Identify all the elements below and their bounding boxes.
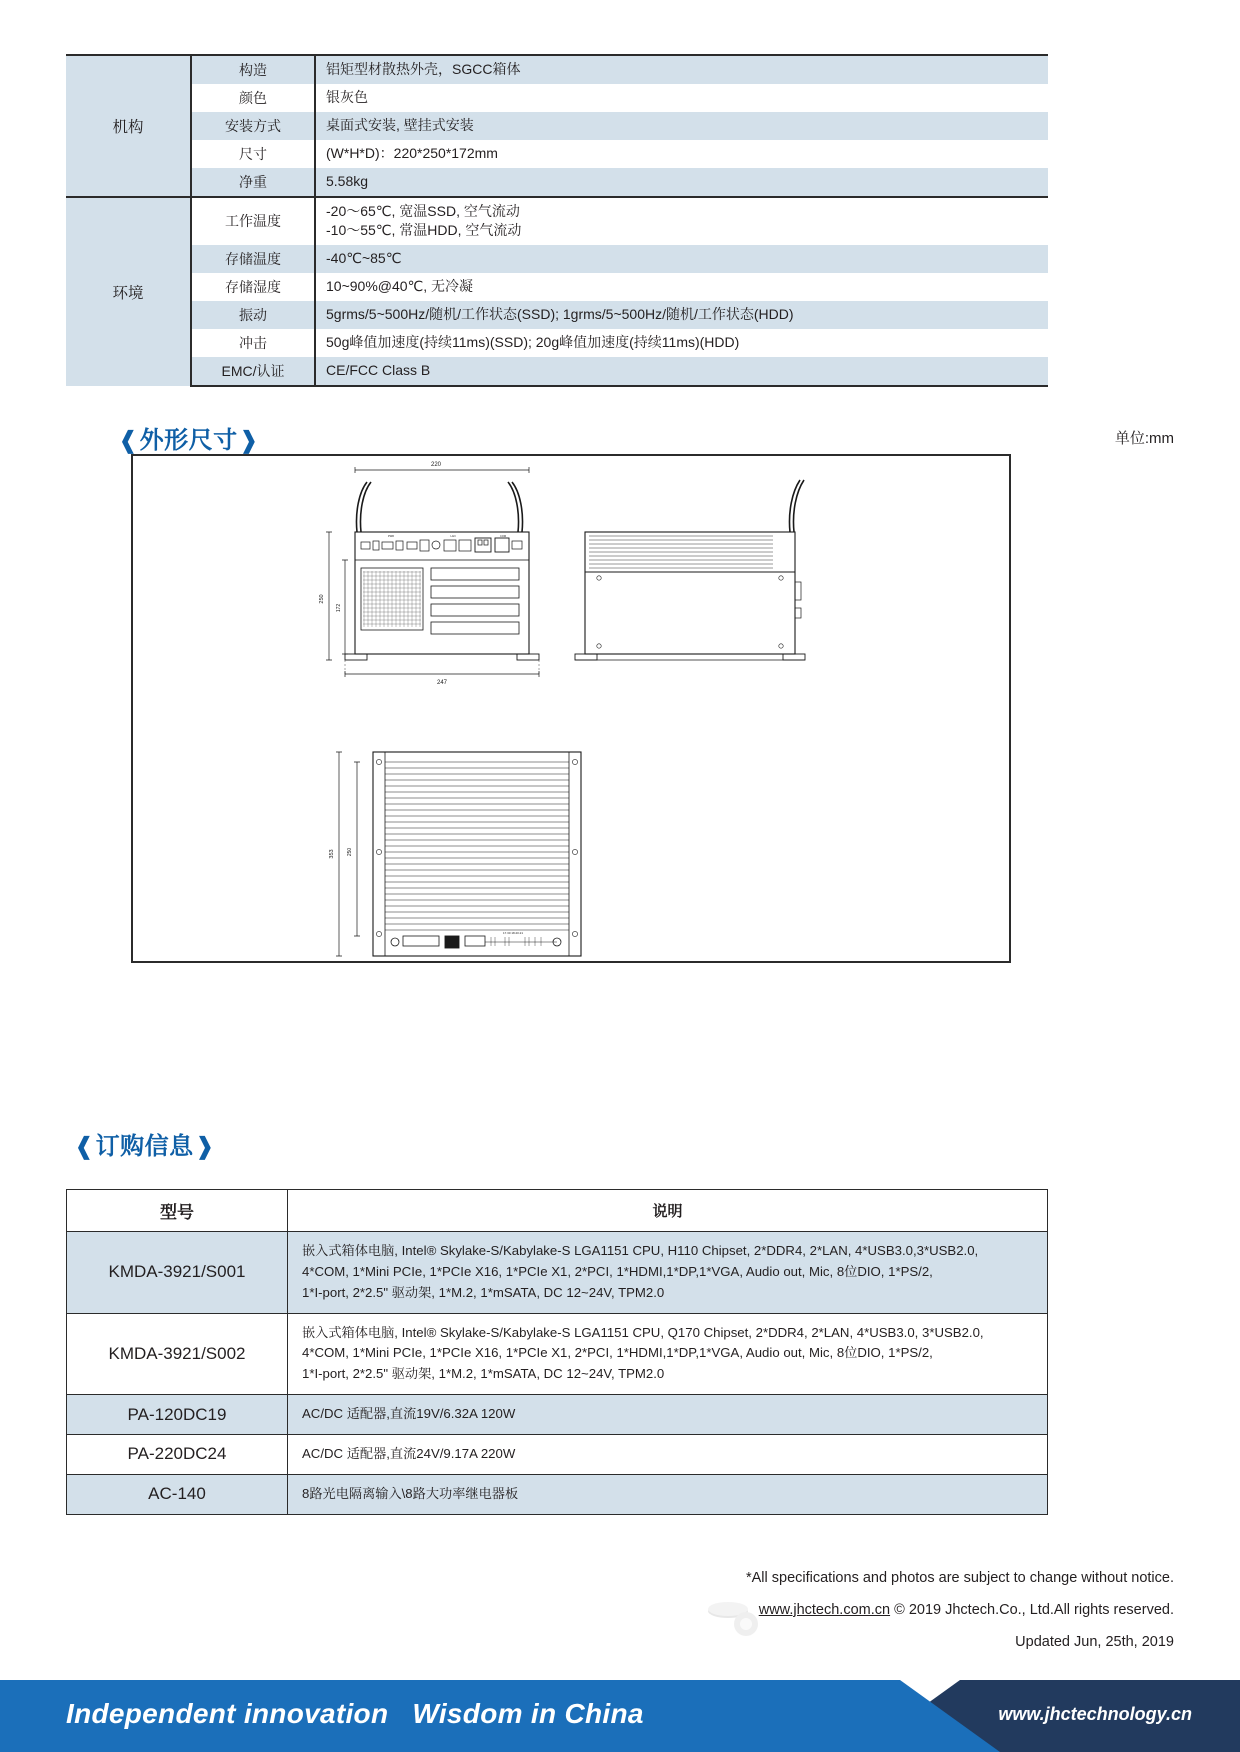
spec-key: EMC/认证 bbox=[191, 357, 315, 386]
table-row bbox=[66, 197, 1048, 245]
order-description bbox=[288, 1435, 1048, 1475]
spec-value: 10~90%@40℃, 无冷凝 bbox=[315, 273, 1048, 301]
column-header-description: 说明 bbox=[288, 1190, 1048, 1232]
table-row bbox=[67, 1395, 1048, 1435]
table-row bbox=[66, 112, 1048, 140]
spec-value: -40℃~85℃ bbox=[315, 245, 1048, 273]
company-website-link[interactable]: www.jhctech.com.cn bbox=[758, 1602, 891, 1618]
spec-value bbox=[315, 197, 1048, 245]
spec-value: 银灰色 bbox=[315, 84, 1048, 112]
order-description-line: AC/DC 适配器,直流19V/6.32A 120W bbox=[302, 1406, 516, 1422]
order-description-line: 4*COM, 1*Mini PCIe, 1*PCIe X16, 1*PCIe X1, 2*PCI, 1*HDMI,1*DP,1*VGA, Audio out, Mic, 8位DIO, 1*PS/2, bbox=[302, 1345, 933, 1361]
dimension-drawing-box bbox=[131, 454, 1011, 963]
order-model: KMDA-3921/S002 bbox=[67, 1313, 288, 1395]
svg-text:LAN: LAN bbox=[450, 535, 456, 538]
table-row bbox=[66, 168, 1048, 197]
spec-value: CE/FCC Class B bbox=[315, 357, 1048, 386]
svg-text:172: 172 bbox=[336, 603, 342, 613]
spec-value-line: -20～65℃, 宽温SSD, 空气流动 bbox=[326, 203, 520, 219]
table-row bbox=[66, 273, 1048, 301]
table-row bbox=[66, 245, 1048, 273]
order-description-line: 嵌入式箱体电脑, Intel® Skylake-S/Kabylake-S LGA1151 CPU, Q170 Chipset, 2*DDR4, 2*LAN, 4*USB3.0, 3*USB2.0, bbox=[302, 1324, 984, 1340]
spec-key: 安装方式 bbox=[191, 112, 315, 140]
table-row bbox=[67, 1474, 1048, 1514]
table-row bbox=[66, 84, 1048, 112]
spec-value: 5.58kg bbox=[315, 168, 1048, 197]
footer-banner bbox=[0, 1680, 1240, 1752]
spec-value: (W*H*D)：220*250*172mm bbox=[315, 140, 1048, 168]
spec-value-line: -10～55℃, 常温HDD, 空气流动 bbox=[326, 222, 522, 239]
svg-text:250: 250 bbox=[347, 847, 353, 857]
table-row bbox=[66, 357, 1048, 386]
section-heading-ordering-label: 订购信息 bbox=[95, 1133, 194, 1160]
spec-key: 存储湿度 bbox=[191, 273, 315, 301]
order-description bbox=[288, 1313, 1048, 1395]
section-heading-dimensions-label: 外形尺寸 bbox=[139, 427, 238, 454]
section-heading-dimensions bbox=[118, 420, 259, 455]
svg-text:353: 353 bbox=[329, 849, 335, 859]
table-header-row bbox=[67, 1190, 1048, 1232]
bracket-right-icon: ❱ bbox=[194, 1133, 216, 1160]
order-description bbox=[288, 1232, 1048, 1314]
order-model: KMDA-3921/S001 bbox=[67, 1232, 288, 1314]
spec-key: 冲击 bbox=[191, 329, 315, 357]
footer-copyright-text: © 2019 Jhctech.Co., Ltd.All rights reserved. bbox=[894, 1602, 1174, 1618]
bracket-left-icon: ❰ bbox=[118, 427, 139, 454]
svg-text:COM: COM bbox=[499, 535, 507, 538]
spec-value: 铝矩型材散热外壳，SGCC箱体 bbox=[315, 55, 1048, 84]
watermark-seal-icon bbox=[706, 1594, 764, 1640]
spec-key: 尺寸 bbox=[191, 140, 315, 168]
order-description-line: 嵌入式箱体电脑, Intel® Skylake-S/Kabylake-S LGA1151 CPU, H110 Chipset, 2*DDR4, 2*LAN, 4*USB3.0,3*USB2.0, bbox=[302, 1243, 979, 1258]
dimension-drawings-svg bbox=[133, 456, 1005, 957]
table-row bbox=[67, 1313, 1048, 1395]
svg-text:250: 250 bbox=[319, 594, 325, 604]
svg-text:PWR: PWR bbox=[387, 535, 395, 538]
banner-slogan-part2: Wisdom in China bbox=[412, 1698, 644, 1729]
spec-key: 工作温度 bbox=[191, 197, 315, 245]
bracket-right-icon: ❱ bbox=[238, 427, 260, 454]
svg-text:220: 220 bbox=[430, 462, 442, 468]
spec-key: 颜色 bbox=[191, 84, 315, 112]
column-header-model: 型号 bbox=[67, 1190, 288, 1232]
order-description-line: 1*I-port, 2*2.5" 驱动架, 1*M.2, 1*mSATA, DC 12~24V, TPM2.0 bbox=[302, 1284, 665, 1300]
spec-key: 构造 bbox=[191, 55, 315, 84]
order-description-line: 8路光电隔离输入\8路大功率继电器板 bbox=[302, 1485, 519, 1501]
ordering-information-table bbox=[66, 1189, 1048, 1515]
spec-key: 存储温度 bbox=[191, 245, 315, 273]
spec-key: 振动 bbox=[191, 301, 315, 329]
banner-slogan bbox=[66, 1698, 644, 1730]
table-row bbox=[67, 1232, 1048, 1314]
order-description-line: 4*COM, 1*Mini PCIe, 1*PCIe X16, 1*PCIe X1, 2*PCI, 1*HDMI,1*DP,1*VGA, Audio out, Mic, 8位DIO, 1*PS/2, bbox=[302, 1263, 933, 1279]
spec-key: 净重 bbox=[191, 168, 315, 197]
spec-value: 桌面式安装, 壁挂式安装 bbox=[315, 112, 1048, 140]
order-description bbox=[288, 1474, 1048, 1514]
table-row bbox=[67, 1435, 1048, 1475]
order-model: AC-140 bbox=[67, 1474, 288, 1514]
banner-website-url[interactable]: www.jhctechnology.cn bbox=[998, 1704, 1192, 1724]
table-row bbox=[66, 301, 1048, 329]
order-description-line: 1*I-port, 2*2.5" 驱动架, 1*M.2, 1*mSATA, DC 12~24V, TPM2.0 bbox=[302, 1366, 665, 1382]
svg-text:17.30 18.20.21: 17.30 18.20.21 bbox=[502, 931, 524, 935]
section-heading-ordering bbox=[74, 1126, 215, 1161]
footer-updated-date: Updated Jun, 25th, 2019 bbox=[1015, 1634, 1174, 1650]
unit-label: 单位:mm bbox=[1114, 430, 1174, 447]
order-description-line: AC/DC 适配器,直流24V/9.17A 220W bbox=[302, 1446, 516, 1462]
order-model: PA-120DC19 bbox=[67, 1395, 288, 1435]
footer-disclaimer: *All specifications and photos are subject to change without notice. bbox=[745, 1570, 1174, 1586]
banner-slogan-part1: Independent innovation bbox=[66, 1698, 389, 1729]
table-row bbox=[66, 329, 1048, 357]
order-model: PA-220DC24 bbox=[67, 1435, 288, 1475]
spec-value: 5grms/5~500Hz/随机/工作状态(SSD); 1grms/5~500Hz/随机/工作状态(HDD) bbox=[315, 301, 1048, 329]
spec-group-label-environment: 环境 bbox=[66, 197, 191, 386]
spec-value: 50g峰值加速度(持续11ms)(SSD); 20g峰值加速度(持续11ms)(HDD) bbox=[315, 329, 1048, 357]
svg-text:247: 247 bbox=[436, 680, 448, 686]
spec-group-label-mechanical: 机构 bbox=[66, 55, 191, 197]
order-description bbox=[288, 1395, 1048, 1435]
footer-copyright-line bbox=[759, 1602, 1174, 1618]
bracket-left-icon: ❰ bbox=[74, 1133, 95, 1160]
table-row bbox=[66, 55, 1048, 84]
table-row bbox=[66, 140, 1048, 168]
specifications-table bbox=[66, 54, 1048, 387]
